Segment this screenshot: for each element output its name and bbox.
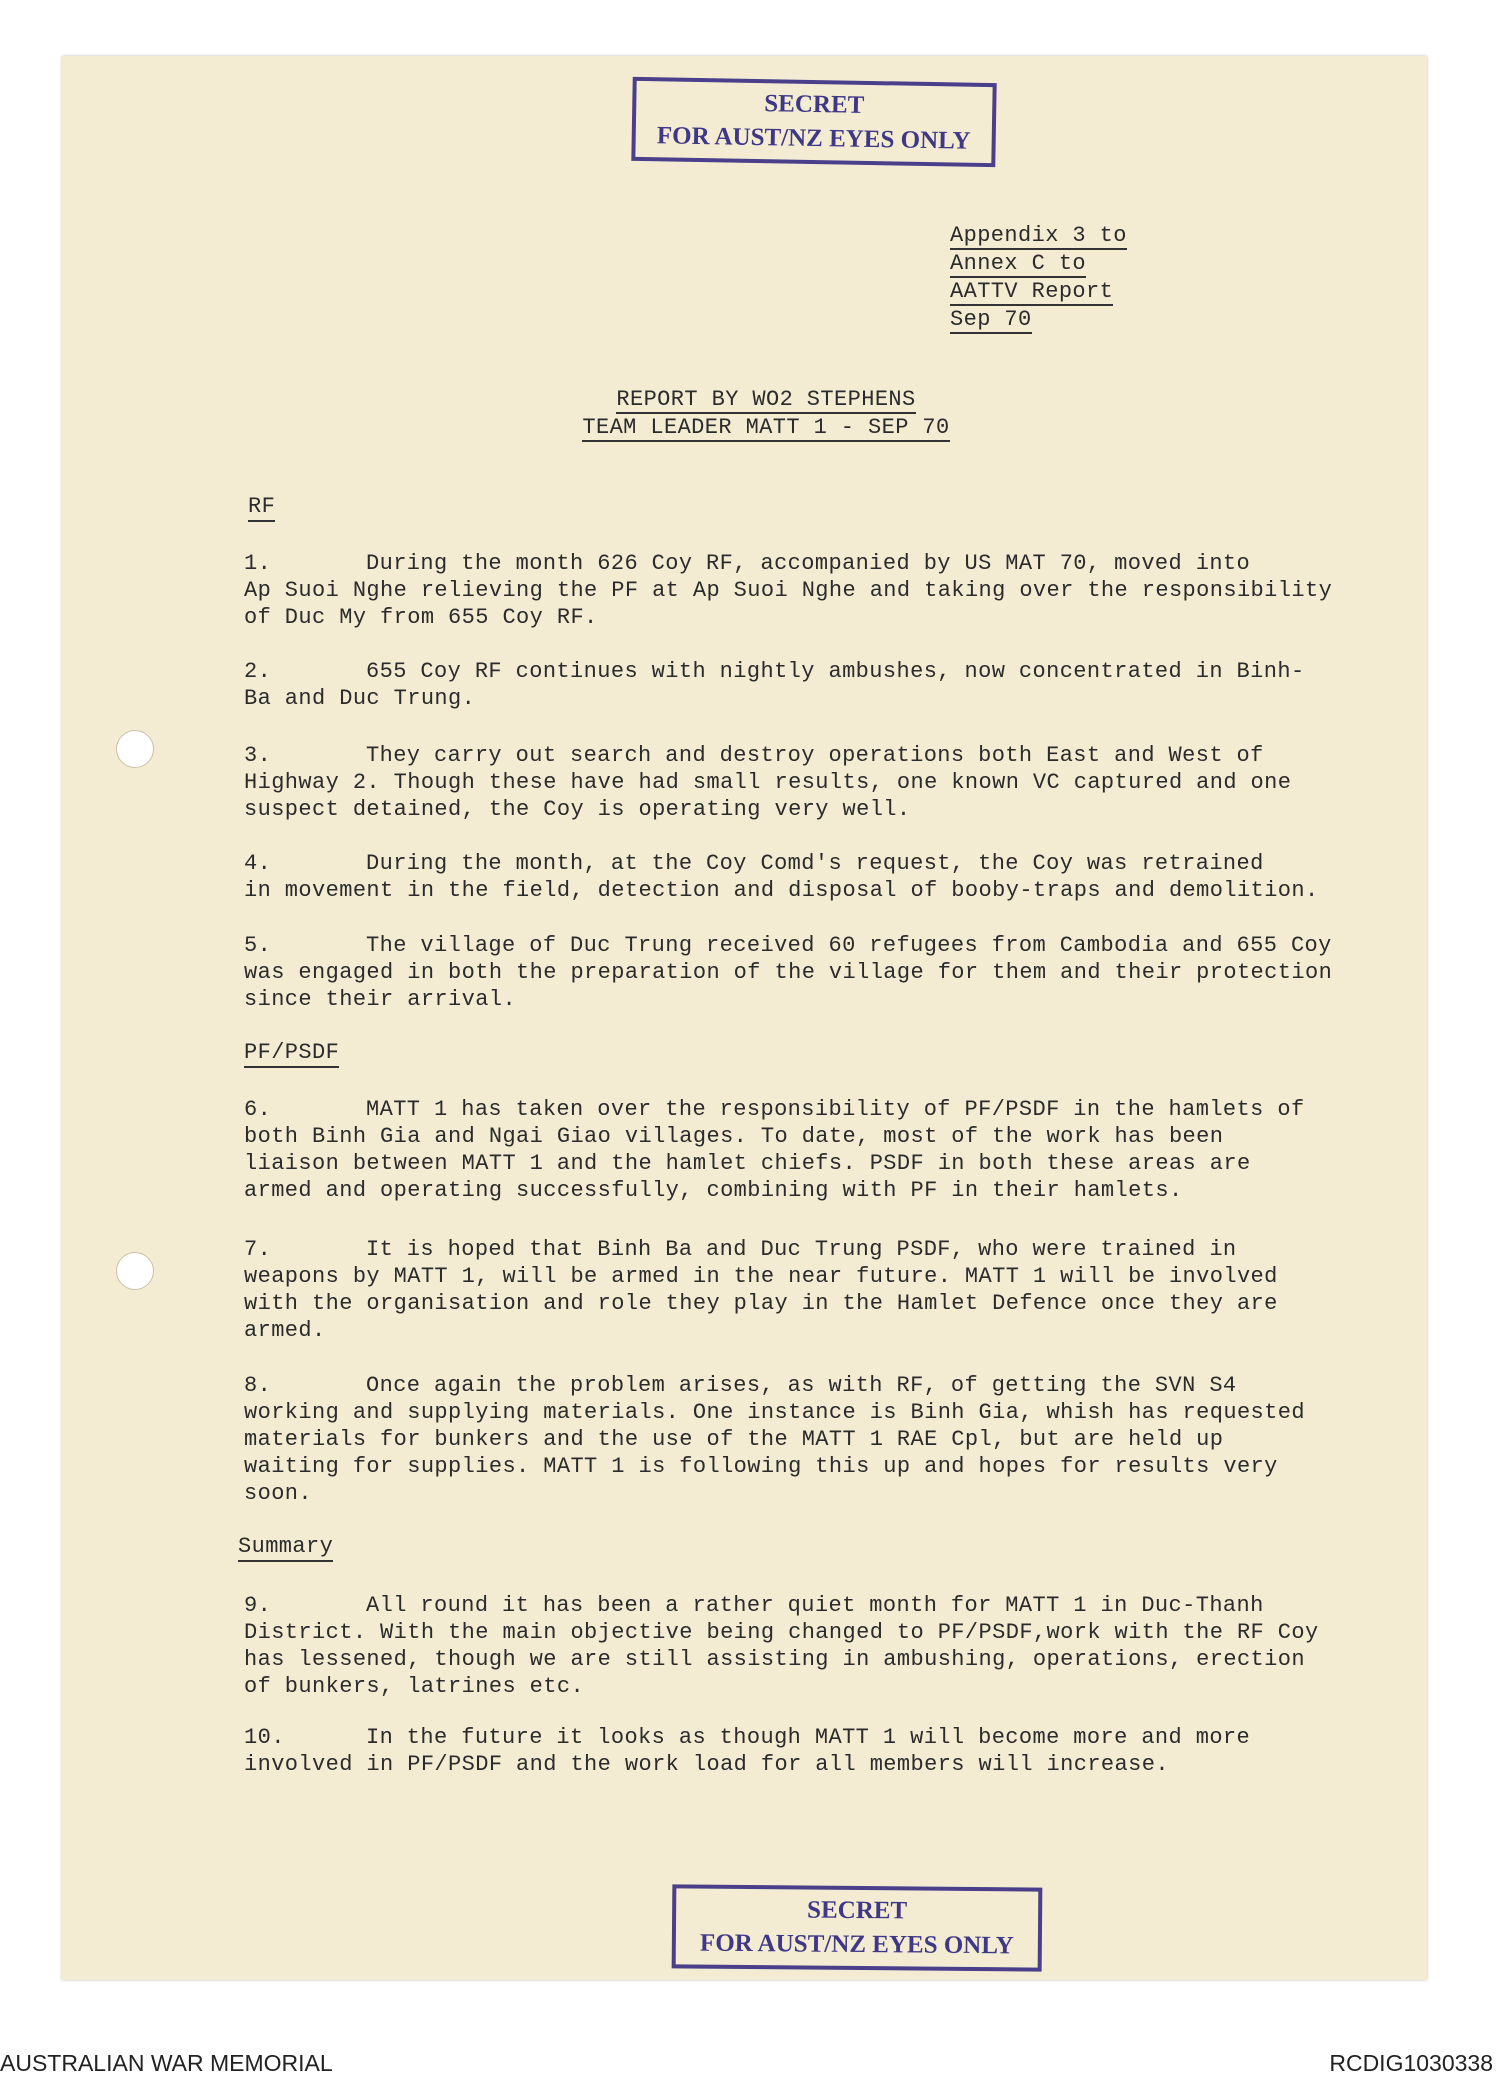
paragraph-text: In the future it looks as though MATT 1 will become more and more involved in PF/PSDF and the work load for all members will increase. bbox=[244, 1725, 1251, 1777]
paragraph-number: 2. bbox=[244, 659, 272, 684]
paragraph bbox=[244, 932, 1364, 1013]
paragraph-text: MATT 1 has taken over the responsibility of PF/PSDF in the hamlets of both Binh Gia and Ngai Giao villages. To date, most of the work has been liaison between MATT 1 and the hamlet chiefs. PSDF in both these areas are armed and operating successfully, combining with PF in their hamlets. bbox=[244, 1097, 1305, 1203]
paragraph bbox=[244, 658, 1364, 712]
paragraph-number: 7. bbox=[244, 1237, 272, 1262]
punch-hole bbox=[116, 1252, 154, 1290]
paragraph-text: 655 Coy RF continues with nightly ambushes, now concentrated in Binh- Ba and Duc Trung. bbox=[244, 659, 1305, 711]
paragraph-text: Once again the problem arises, as with RF, of getting the SVN S4 working and supplying materials. One instance is Binh Gia, whish has requested materials for bunkers and the use of the MATT 1 RAE Cpl, but are held up waiting for supplies. MATT 1 is following this up and hopes for results very soon. bbox=[244, 1373, 1305, 1506]
archive-reference-id: RCDIG1030338 bbox=[1329, 2050, 1493, 2076]
paragraph-text: They carry out search and destroy operations both East and West of Highway 2. Though these have had small results, one known VC captured and one suspect detained, the Coy is operating very well. bbox=[244, 743, 1292, 822]
paragraph-text: It is hoped that Binh Ba and Duc Trung PSDF, who were trained in weapons by MATT 1, will be armed in the near future. MATT 1 will be involved with the organisation and role they play in the Hamlet Defence once they are armed. bbox=[244, 1237, 1278, 1343]
section-heading-rf: RF bbox=[248, 494, 275, 522]
paragraph-number: 8. bbox=[244, 1373, 272, 1398]
paragraph-number: 4. bbox=[244, 851, 272, 876]
classification-stamp-top bbox=[631, 77, 996, 167]
appendix-line: AATTV Report bbox=[950, 279, 1114, 304]
paragraph bbox=[244, 1096, 1364, 1204]
paragraph-text: During the month 626 Coy RF, accompanied by US MAT 70, moved into Ap Suoi Nghe relieving the PF at Ap Suoi Nghe and taking over the responsibility of Duc My from 655 Coy RF. bbox=[244, 551, 1333, 630]
report-title bbox=[578, 386, 954, 442]
paragraph-number: 9. bbox=[244, 1593, 272, 1618]
paragraph bbox=[244, 850, 1364, 904]
section-heading-summary: Summary bbox=[238, 1534, 333, 1562]
paragraph-number: 10. bbox=[244, 1725, 285, 1750]
stamp-line: SECRET bbox=[807, 1896, 908, 1925]
appendix-line: Sep 70 bbox=[950, 307, 1032, 332]
paragraph-number: 3. bbox=[244, 743, 272, 768]
stamp-line: SECRET bbox=[764, 90, 865, 119]
paragraph-text: During the month, at the Coy Comd's request, the Coy was retrained in movement in the field, detection and disposal of booby-traps and demolition. bbox=[244, 851, 1319, 903]
stamp-line: FOR AUST/NZ EYES ONLY bbox=[656, 122, 971, 155]
section-heading-pf-psdf: PF/PSDF bbox=[244, 1040, 339, 1068]
paragraph-number: 1. bbox=[244, 551, 272, 576]
stamp-line: FOR AUST/NZ EYES ONLY bbox=[699, 1929, 1014, 1960]
paragraph bbox=[244, 742, 1364, 823]
appendix-line: Annex C to bbox=[950, 251, 1087, 276]
paragraph-text: The village of Duc Trung received 60 refugees from Cambodia and 655 Coy was engaged in both the preparation of the village for them and their protection since their arrival. bbox=[244, 933, 1333, 1012]
title-line: TEAM LEADER MATT 1 - SEP 70 bbox=[582, 415, 950, 440]
appendix-line: Appendix 3 to bbox=[950, 223, 1127, 248]
paragraph bbox=[244, 1236, 1364, 1344]
paragraph bbox=[244, 550, 1364, 631]
paragraph bbox=[244, 1724, 1364, 1778]
classification-stamp-bottom bbox=[672, 1884, 1043, 1971]
archive-credit: AUSTRALIAN WAR MEMORIAL bbox=[0, 2050, 333, 2076]
paragraph bbox=[244, 1372, 1364, 1507]
title-line: REPORT BY WO2 STEPHENS bbox=[616, 387, 916, 412]
paragraph-text: All round it has been a rather quiet month for MATT 1 in Duc-Thanh District. With the main objective being changed to PF/PSDF,work with the RF Coy has lessened, though we are still assisting in ambushing, operations, erection of bunkers, latrines etc. bbox=[244, 1593, 1319, 1699]
appendix-reference bbox=[950, 222, 1127, 334]
punch-hole bbox=[116, 730, 154, 768]
paragraph-number: 6. bbox=[244, 1097, 272, 1122]
paragraph-number: 5. bbox=[244, 933, 272, 958]
paragraph bbox=[244, 1592, 1364, 1700]
